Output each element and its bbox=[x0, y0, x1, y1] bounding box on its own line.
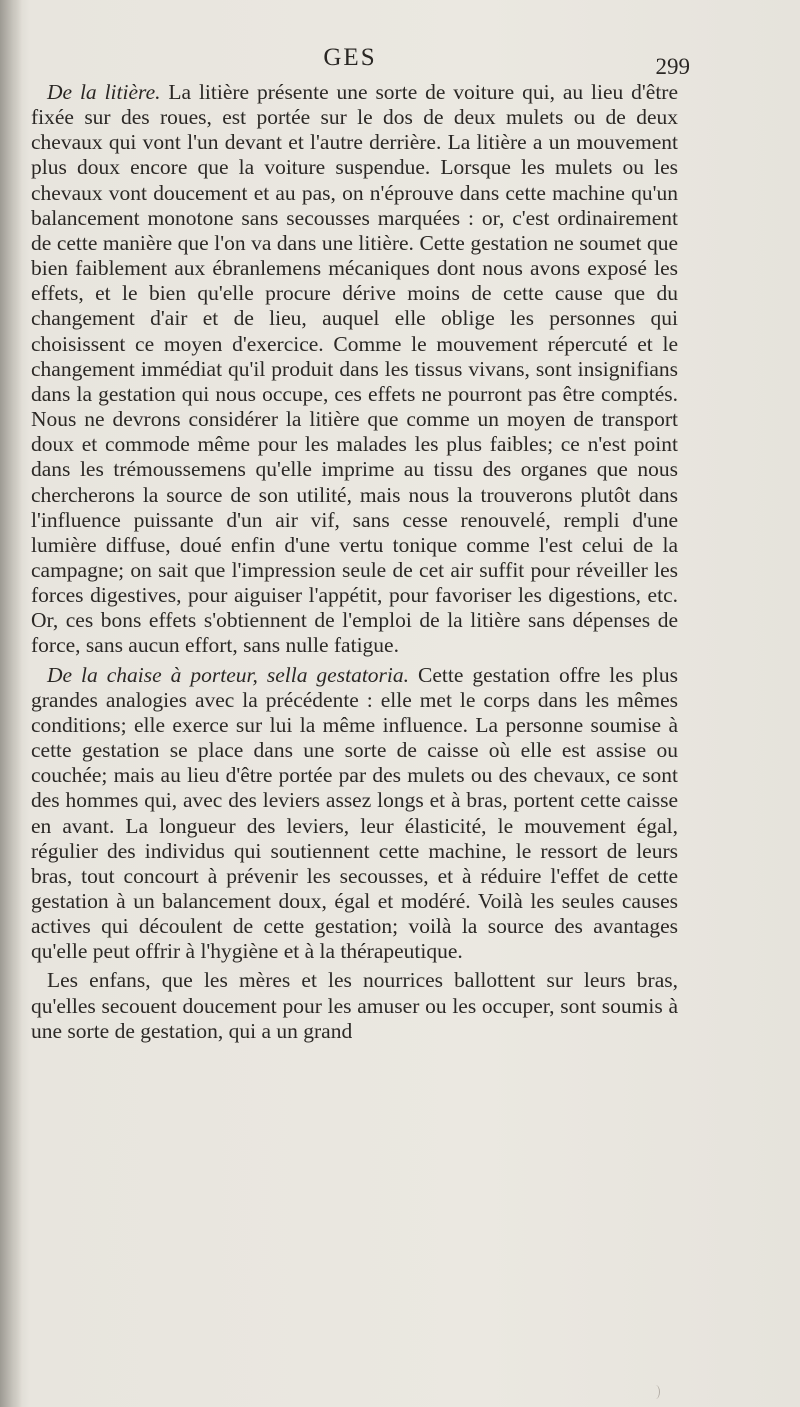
page-header bbox=[0, 44, 800, 80]
ink-mark bbox=[651, 1385, 660, 1399]
section-heading-litiere: De la litière. bbox=[47, 80, 161, 104]
body-text bbox=[31, 80, 678, 1044]
paragraph-chaise-a-porteur bbox=[31, 663, 678, 965]
paragraph-litiere-text: La litière présente une sorte de voiture qui, au lieu d'être fixée sur des roues, est portée sur le dos de deux mulets ou de deux chevaux qui vont l'un devant et l'autre derrière. La litière a un mouvement plus doux encore que la voiture suspendue. Lorsque les mulets ou les chevaux vont doucement et au pas, on n'éprouve dans cette machine qu'un balancement monotone sans secousses marquées : or, c'est ordinairement de cette manière que l'on va dans une litière. Cette gestation ne soumet que bien faiblement aux ébranlemens mécaniques dont nous avons exposé les effets, et le bien qu'elle procure dérive moins de cette cause que du changement d'air et de lieu, auquel elle oblige les personnes qui choisissent ce moyen d'exercice. Comme le mouvement répercuté et le changement immédiat qu'il produit dans les tissus vivans, sont insignifians dans la gestation qui nous occupe, ces effets ne pourront pas être comptés. Nous ne devrons considérer la litière que comme un moyen de transport doux et commode même pour les malades les plus faibles; ce n'est point dans les trémoussemens qu'elle imprime au tissu des organes que nous chercherons la source de son utilité, mais nous la trouverons plutôt dans l'influence puissante d'un air vif, sans cesse renouvelé, rempli d'une lumière diffuse, doué enfin d'une vertu tonique comme l'est celui de la campagne; on sait que l'impression seule de cet air suffit pour réveiller les forces digestives, pour aiguiser l'appétit, pour favoriser les digestions, etc. Or, ces bons effets s'obtiennent de l'emploi de la litière sans dépenses de force, sans aucun effort, sans nulle fatigue. bbox=[31, 80, 678, 658]
paragraph-litiere bbox=[31, 80, 678, 659]
section-heading-chaise-a-porteur: De la chaise à porteur, sella gestatoria. bbox=[47, 662, 410, 687]
paragraph-enfans-text: Les enfans, que les mères et les nourrices ballottent sur leurs bras, qu'elles secouent doucement pour les amuser ou les occuper, sont soumis à une sorte de gestation, qui a un grand bbox=[31, 968, 678, 1043]
running-title: GES bbox=[323, 44, 377, 71]
page-gutter-shadow bbox=[0, 0, 22, 1407]
paragraph-enfans bbox=[31, 968, 678, 1043]
paragraph-chaise-a-porteur-text: Cette gestation offre les plus grandes analogies avec la précédente : elle met le corps dans les mêmes conditions; elle exerce sur lui la même influence. La personne soumise à cette gestation se place dans une sorte de caisse où elle est assise ou couchée; mais au lieu d'être portée par des mulets ou des chevaux, ce sont des hommes qui, avec des leviers assez longs et à bras, portent cette caisse en avant. La longueur des leviers, leur élasticité, le mouvement égal, régulier des individus qui soutiennent cette machine, le ressort de leurs bras, tout concourt à prévenir les secousses, et à réduire l'effet de cette gestation à un balancement doux, égal et modéré. Voilà les seules causes actives qui découlent de cette gestation; voilà la source des avantages qu'elle peut offrir à l'hygiène et à la thérapeutique. bbox=[31, 662, 679, 964]
page-number: 299 bbox=[655, 54, 690, 79]
